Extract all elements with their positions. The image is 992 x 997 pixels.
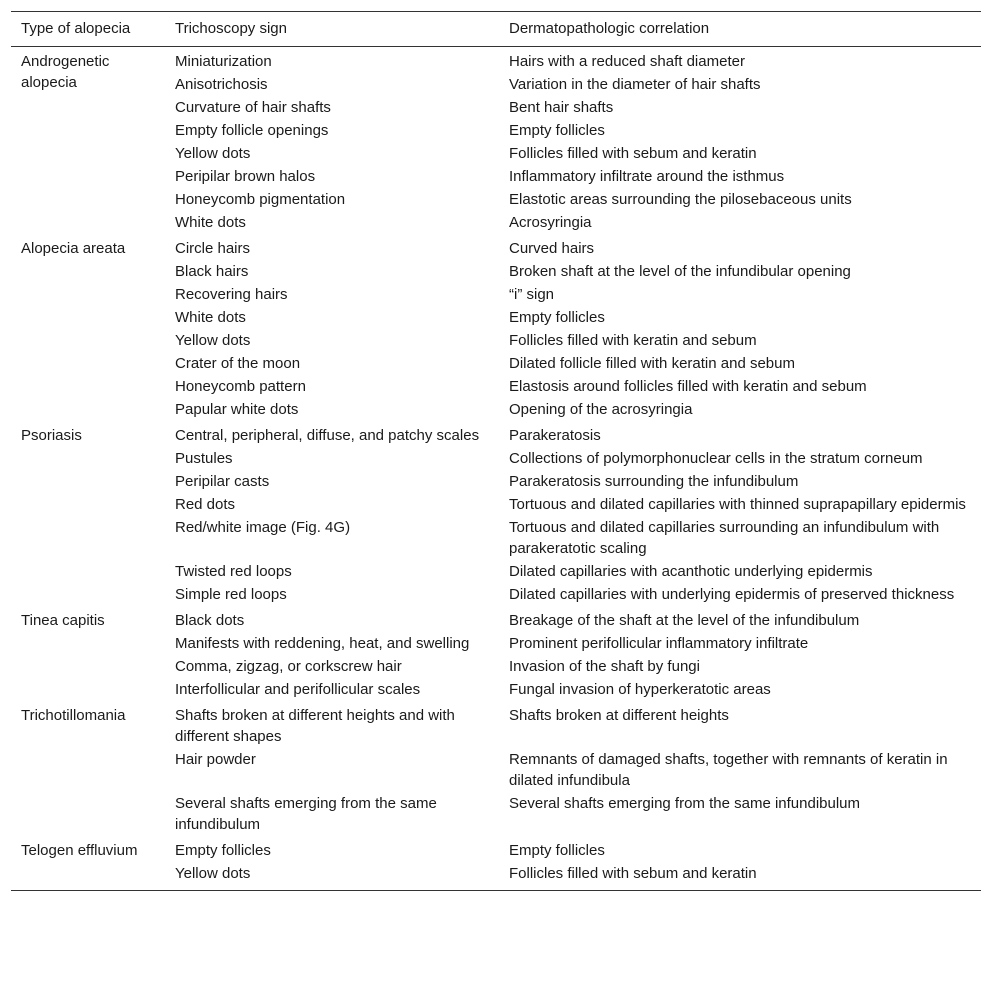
cell-trichoscopy-sign: Curvature of hair shafts [175,99,331,116]
table-row [11,234,981,260]
cell-dermatopathologic-correlation: Curved hairs [509,240,595,257]
cell-dermatopathologic-correlation: Collections of polymorphonuclear cells in the stratum corneum [509,450,923,467]
cell-trichoscopy-sign: Several shafts emerging from the same infundibulum [175,795,437,833]
cell-dermatopathologic-correlation: Several shafts emerging from the same infundibulum [509,795,861,812]
cell-trichoscopy-sign: Crater of the moon [175,355,301,372]
cell-trichoscopy-sign: Shafts broken at different heights and with different shapes [175,707,455,745]
cell-trichoscopy-sign: Honeycomb pigmentation [175,191,346,208]
cell-dermatopathologic-correlation: Follicles filled with keratin and sebum [509,332,757,349]
cell-trichoscopy-sign: Yellow dots [175,332,251,349]
table-row [11,47,981,74]
table-row [11,606,981,632]
cell-alopecia-type: Psoriasis [21,427,82,444]
cell-trichoscopy-sign: Yellow dots [175,145,251,162]
cell-trichoscopy-sign: Empty follicles [175,842,271,859]
cell-dermatopathologic-correlation: Breakage of the shaft at the level of the infundibulum [509,612,860,629]
cell-dermatopathologic-correlation: Opening of the acrosyringia [509,401,693,418]
cell-dermatopathologic-correlation: Bent hair shafts [509,99,614,116]
cell-trichoscopy-sign: Miniaturization [175,53,272,70]
cell-dermatopathologic-correlation: Dilated capillaries with underlying epidermis of preserved thickness [509,586,955,603]
header-row [11,12,981,47]
cell-alopecia-type: Alopecia areata [21,240,126,257]
table-row [11,701,981,748]
cell-trichoscopy-sign: White dots [175,214,246,231]
cell-alopecia-type: Trichotillomania [21,707,126,724]
cell-dermatopathologic-correlation: Tortuous and dilated capillaries surrounding an infundibulum with parakeratotic scaling [509,519,940,557]
cell-trichoscopy-sign: Red dots [175,496,236,513]
cell-alopecia-type: Androgenetic alopecia [21,53,110,91]
header-type: Type of alopecia [21,20,131,37]
cell-dermatopathologic-correlation: Shafts broken at different heights [509,707,729,724]
cell-dermatopathologic-correlation: Elastosis around follicles filled with keratin and sebum [509,378,867,395]
cell-dermatopathologic-correlation: Remnants of damaged shafts, together with remnants of keratin in dilated infundibula [509,751,948,789]
cell-dermatopathologic-correlation: Empty follicles [509,122,605,139]
header-correlation: Dermatopathologic correlation [509,20,710,37]
cell-trichoscopy-sign: Comma, zigzag, or corkscrew hair [175,658,402,675]
cell-trichoscopy-sign: Manifests with reddening, heat, and swelling [175,635,470,652]
table-row [11,421,981,447]
cell-trichoscopy-sign: Interfollicular and perifollicular scales [175,681,421,698]
cell-dermatopathologic-correlation: Prominent perifollicular inflammatory infiltrate [509,635,809,652]
cell-trichoscopy-sign: Pustules [175,450,233,467]
cell-trichoscopy-sign: Simple red loops [175,586,287,603]
table-body [11,47,981,891]
cell-trichoscopy-sign: Yellow dots [175,865,251,882]
table-header [11,12,981,47]
table-row [11,836,981,862]
cell-dermatopathologic-correlation: Parakeratosis surrounding the infundibulum [509,473,799,490]
cell-trichoscopy-sign: Black hairs [175,263,249,280]
cell-trichoscopy-sign: Honeycomb pattern [175,378,306,395]
alopecia-table [11,11,981,891]
cell-dermatopathologic-correlation: Parakeratosis [509,427,601,444]
cell-dermatopathologic-correlation: Tortuous and dilated capillaries with thinned suprapapillary epidermis [509,496,966,513]
cell-trichoscopy-sign: Recovering hairs [175,286,288,303]
cell-trichoscopy-sign: Peripilar brown halos [175,168,316,185]
cell-dermatopathologic-correlation: Invasion of the shaft by fungi [509,658,700,675]
cell-trichoscopy-sign: Twisted red loops [175,563,292,580]
cell-trichoscopy-sign: Peripilar casts [175,473,270,490]
cell-trichoscopy-sign: Circle hairs [175,240,251,257]
cell-dermatopathologic-correlation: Fungal invasion of hyperkeratotic areas [509,681,771,698]
cell-dermatopathologic-correlation: Dilated capillaries with acanthotic underlying epidermis [509,563,873,580]
cell-trichoscopy-sign: White dots [175,309,246,326]
cell-dermatopathologic-correlation: Hairs with a reduced shaft diameter [509,53,745,70]
cell-dermatopathologic-correlation: Elastotic areas surrounding the pilosebaceous units [509,191,852,208]
cell-dermatopathologic-correlation: Follicles filled with sebum and keratin [509,145,757,162]
cell-dermatopathologic-correlation: Dilated follicle filled with keratin and sebum [509,355,795,372]
header-sign: Trichoscopy sign [175,20,287,37]
cell-dermatopathologic-correlation: Inflammatory infiltrate around the isthmus [509,168,785,185]
cell-trichoscopy-sign: Empty follicle openings [175,122,329,139]
cell-trichoscopy-sign: Anisotrichosis [175,76,268,93]
cell-dermatopathologic-correlation: Empty follicles [509,842,605,859]
cell-dermatopathologic-correlation: Broken shaft at the level of the infundibular opening [509,263,851,280]
cell-trichoscopy-sign: Papular white dots [175,401,299,418]
cell-alopecia-type: Tinea capitis [21,612,105,629]
cell-trichoscopy-sign: Hair powder [175,751,256,768]
cell-trichoscopy-sign: Red/white image (Fig. 4G) [175,519,351,536]
cell-trichoscopy-sign: Central, peripheral, diffuse, and patchy scales [175,427,480,444]
cell-alopecia-type: Telogen effluvium [21,842,138,859]
cell-dermatopathologic-correlation: “i” sign [509,286,555,303]
cell-dermatopathologic-correlation: Acrosyringia [509,214,592,231]
cell-dermatopathologic-correlation: Variation in the diameter of hair shafts [509,76,761,93]
cell-dermatopathologic-correlation: Empty follicles [509,309,605,326]
cell-dermatopathologic-correlation: Follicles filled with sebum and keratin [509,865,757,882]
cell-trichoscopy-sign: Black dots [175,612,245,629]
